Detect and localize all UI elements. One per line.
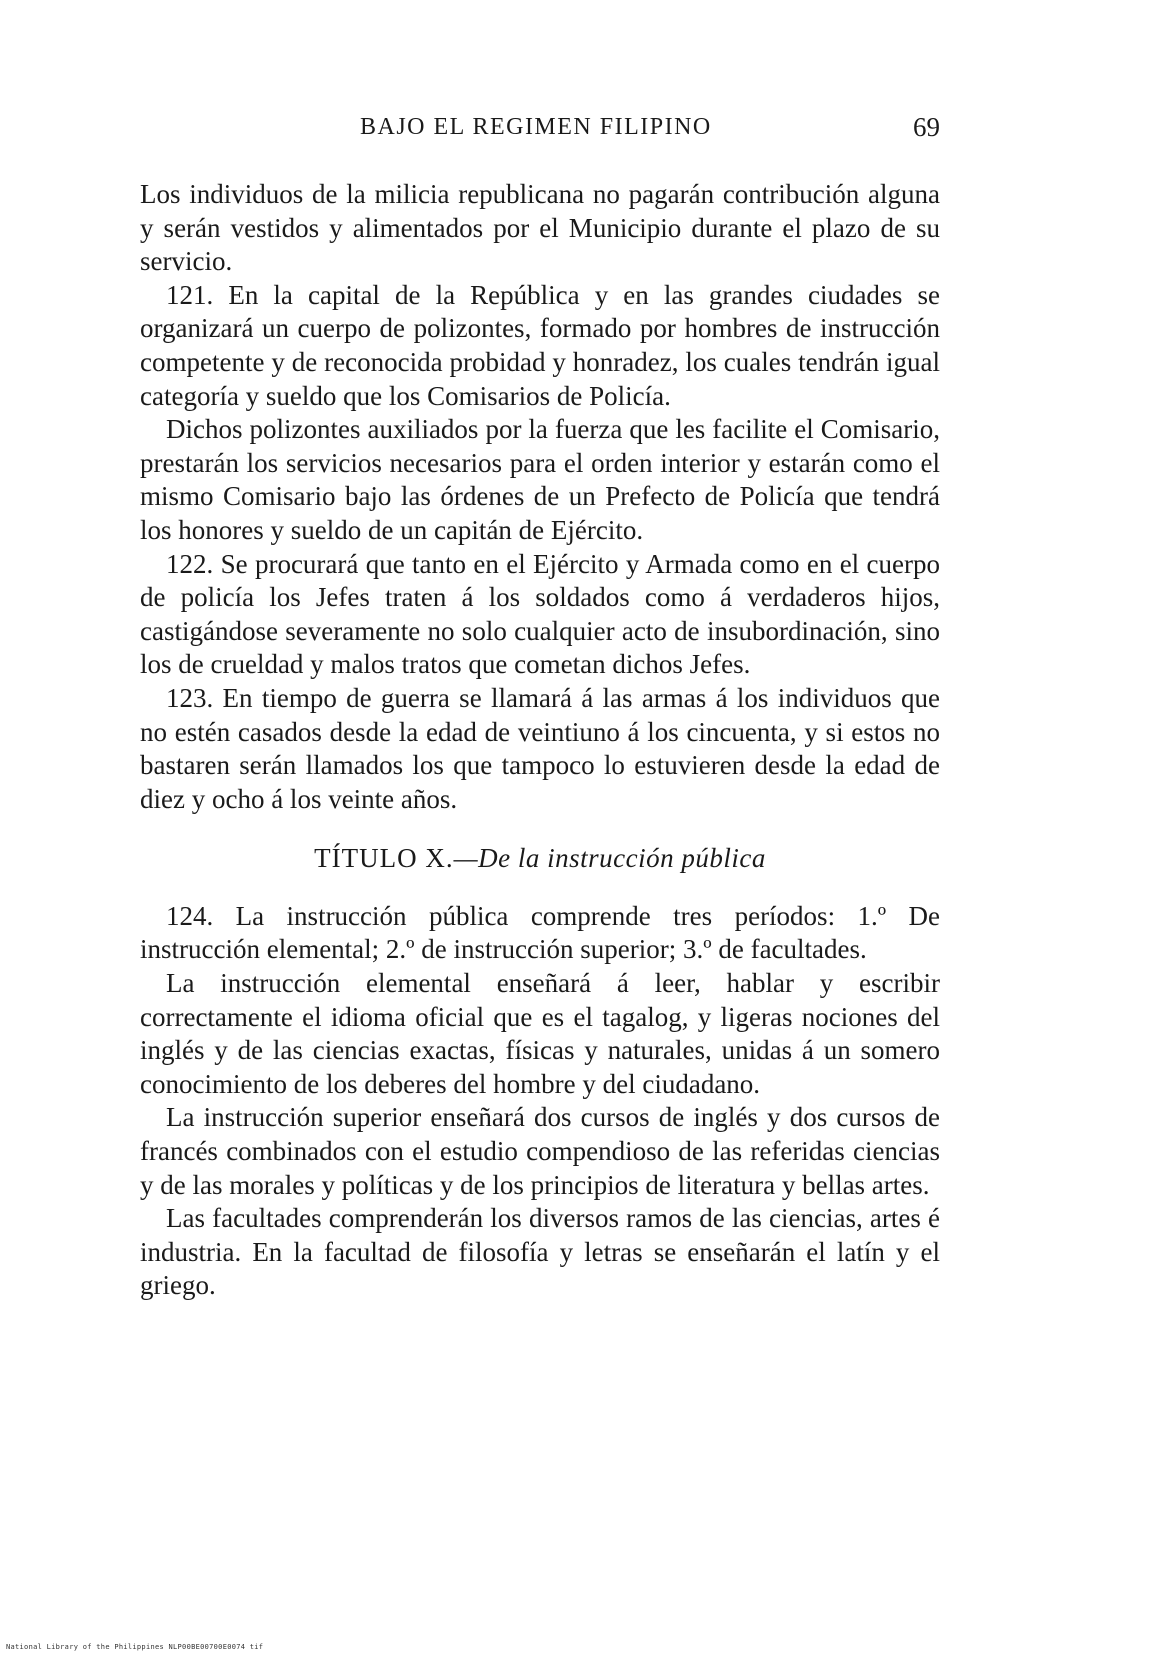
body-text (140, 178, 940, 1303)
paragraph-article-124: 124. La instrucción pública comprende tres períodos: 1.º De instrucción elemental; 2.º de instrucción superior; 3.º de facultades. (140, 900, 940, 965)
scan-footer-note: National Library of the Philippines NLP00BE00700E0074 tif (6, 1643, 264, 1651)
paragraph-article-121: 121. En la capital de la República y en las grandes ciudades se organizará un cuerpo de polizontes, formado por hombres de instrucción competente y de reconocida probidad y honradez, los cuales tendrán igual categoría y sueldo que los Comisarios de Policía. (140, 279, 940, 411)
page-number: 69 (913, 112, 940, 142)
section-heading-subtitle: —De la instrucción pública (453, 843, 766, 874)
section-heading-label: TÍTULO X. (314, 843, 454, 874)
paragraph-superior: La instrucción superior enseñará dos cursos de inglés y dos cursos de francés combinados con el estudio compendioso de las referidas ciencias y de las morales y políticas y de los principios de literatura y bellas artes. (140, 1102, 940, 1200)
paragraph-elemental: La instrucción elemental enseñará á leer, hablar y escribir correctamente el idioma oficial que es el tagalog, y ligeras nociones del inglés y de las ciencias exactas, físicas y naturales, unidas á un somero conocimiento de los deberes del hombre y del ciudadano. (140, 968, 940, 1099)
paragraph-militia-contribution: Los individuos de la milicia republicana no pagarán contribución alguna y serán vestidos y alimentados por el Municipio durante el plazo de su servicio. (140, 179, 940, 277)
paragraph-article-123: 123. En tiempo de guerra se llamará á las armas á los individuos que no estén casados desde la edad de veintiuno á los cincuenta, y si estos no bastaren serán llamados los que tampoco lo estuvieren desde la edad de diez y ocho á los veinte años. (140, 682, 940, 814)
running-head (140, 114, 940, 154)
paragraph-polizontes: Dichos polizontes auxiliados por la fuerza que les facilite el Comisario, prestarán los servicios necesarios para el orden interior y estarán como el mismo Comisario bajo las órdenes de un Prefecto de Policía que tendrá los honores y sueldo de un capitán de Ejército. (140, 414, 940, 545)
section-heading (140, 842, 940, 876)
running-title: BAJO EL REGIMEN FILIPINO (360, 114, 712, 140)
paragraph-facultades: Las facultades comprenderán los diversos ramos de las ciencias, artes é industria. En la facultad de filosofía y letras se enseñarán el latín y el griego. (140, 1203, 940, 1301)
paragraph-article-122: 122. Se procurará que tanto en el Ejército y Armada como en el cuerpo de policía los Jefes traten á los soldados como á verdaderos hijos, castigándose severamente no solo cualquier acto de insubordinación, sino los de crueldad y malos tratos que cometan dichos Jefes. (140, 548, 940, 680)
